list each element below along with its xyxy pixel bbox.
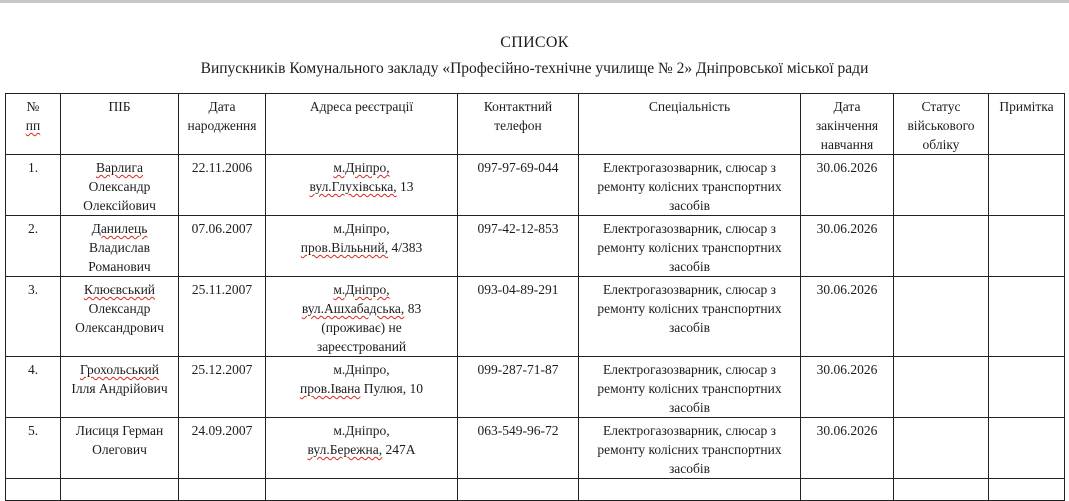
column-header-phone: Контактний телефон	[458, 94, 579, 155]
cell-note	[989, 277, 1065, 357]
cell-end-date: 30.06.2026	[801, 357, 894, 418]
cell-birth-date: 22.11.2006	[179, 155, 266, 216]
graduates-table	[5, 93, 1065, 501]
cell-birth-date: 25.11.2007	[179, 277, 266, 357]
cell-status	[894, 357, 989, 418]
cell-note	[989, 216, 1065, 277]
column-header-note: Примітка	[989, 94, 1065, 155]
cell-note	[989, 155, 1065, 216]
cell-number: 4.	[6, 357, 61, 418]
cell-number: 2.	[6, 216, 61, 277]
cell-empty	[61, 479, 179, 501]
table-head	[6, 94, 1065, 155]
cell-name: Клюєвський Олександр Олександрович	[61, 277, 179, 357]
column-header-name: ПІБ	[61, 94, 179, 155]
cell-specialty: Електрогазозварник, слюсар з ремонту колісних транспортних засобів	[579, 418, 801, 479]
cell-status	[894, 277, 989, 357]
table-row	[6, 418, 1065, 479]
cell-name: Грохольський Ілля Андрійович	[61, 357, 179, 418]
cell-birth-date: 07.06.2007	[179, 216, 266, 277]
cell-number: 3.	[6, 277, 61, 357]
cell-address: м.Дніпро, пров.Івана Пулюя, 10	[266, 357, 458, 418]
cell-empty	[989, 479, 1065, 501]
cell-address: м.Дніпро, пров.Вілььний, 4/383	[266, 216, 458, 277]
cell-status	[894, 418, 989, 479]
cell-empty	[266, 479, 458, 501]
cell-note	[989, 418, 1065, 479]
page-subtitle: Випускників Комунального закладу «Професійно-технічне училище № 2» Дніпровської міської ради	[200, 60, 869, 77]
cell-number: 5.	[6, 418, 61, 479]
header-row	[6, 94, 1065, 155]
cell-phone: 097-42-12-853	[458, 216, 579, 277]
cell-status	[894, 155, 989, 216]
table-row	[6, 216, 1065, 277]
cell-status	[894, 216, 989, 277]
cell-empty	[801, 479, 894, 501]
cell-empty	[458, 479, 579, 501]
page-title: СПИСОК	[500, 34, 569, 51]
column-header-number: № пп	[6, 94, 61, 155]
cell-address: м.Дніпро, вул.Ашхабадська, 83 (проживає) не зареєстрований	[266, 277, 458, 357]
column-header-birth-date: Дата народження	[179, 94, 266, 155]
cell-end-date: 30.06.2026	[801, 216, 894, 277]
column-header-address: Адреса реєстрації	[266, 94, 458, 155]
cell-specialty: Електрогазозварник, слюсар з ремонту колісних транспортних засобів	[579, 357, 801, 418]
cell-name: Данилець Владислав Романович	[61, 216, 179, 277]
table-row	[6, 357, 1065, 418]
cell-specialty: Електрогазозварник, слюсар з ремонту колісних транспортних засобів	[579, 277, 801, 357]
cell-specialty: Електрогазозварник, слюсар з ремонту колісних транспортних засобів	[579, 216, 801, 277]
table-row-partial	[6, 479, 1065, 501]
cell-address: м.Дніпро, вул.Глухівська, 13	[266, 155, 458, 216]
table-row	[6, 277, 1065, 357]
cell-phone: 063-549-96-72	[458, 418, 579, 479]
cell-name: Лисиця Герман Олегович	[61, 418, 179, 479]
cell-phone: 093-04-89-291	[458, 277, 579, 357]
cell-end-date: 30.06.2026	[801, 418, 894, 479]
column-header-status: Статус військового обліку	[894, 94, 989, 155]
cell-empty	[6, 479, 61, 501]
cell-empty	[579, 479, 801, 501]
cell-phone: 097-97-69-044	[458, 155, 579, 216]
cell-note	[989, 357, 1065, 418]
cell-end-date: 30.06.2026	[801, 277, 894, 357]
cell-birth-date: 25.12.2007	[179, 357, 266, 418]
cell-empty	[894, 479, 989, 501]
table-row	[6, 155, 1065, 216]
window-top-edge	[0, 0, 1069, 3]
column-header-end-date: Дата закінчення навчання	[801, 94, 894, 155]
cell-end-date: 30.06.2026	[801, 155, 894, 216]
cell-name: Варлига Олександр Олексійович	[61, 155, 179, 216]
cell-specialty: Електрогазозварник, слюсар з ремонту колісних транспортних засобів	[579, 155, 801, 216]
cell-address: м.Дніпро, вул.Бережна, 247А	[266, 418, 458, 479]
cell-number: 1.	[6, 155, 61, 216]
table-body	[6, 155, 1065, 501]
column-header-specialty: Спеціальність	[579, 94, 801, 155]
cell-birth-date: 24.09.2007	[179, 418, 266, 479]
cell-phone: 099-287-71-87	[458, 357, 579, 418]
cell-empty	[179, 479, 266, 501]
